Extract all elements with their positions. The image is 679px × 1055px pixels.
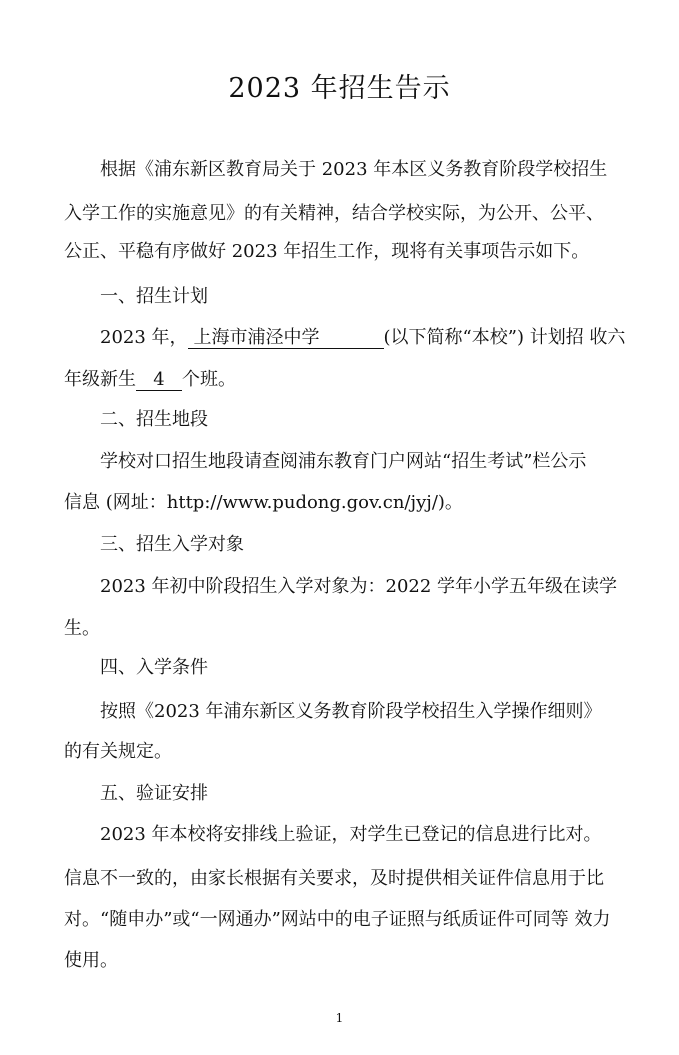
section-4-heading: 四、入学条件	[100, 657, 208, 678]
enrollment-plan-line-1	[100, 326, 625, 350]
section-3-heading: 三、招生入学对象	[100, 534, 244, 555]
section-2-heading: 二、招生地段	[100, 409, 208, 430]
section-4-line-2: 的有关规定。	[64, 741, 172, 762]
class-unit-text: 个班。	[182, 369, 236, 390]
section-5-line-2: 信息不一致的，由家长根据有关要求，及时提供相关证件信息用于比	[64, 868, 604, 889]
section-3-line-2: 生。	[64, 618, 100, 639]
section-2-line-1: 学校对口招生地段请查阅浦东教育门户网站“招生考试”栏公示	[100, 451, 587, 472]
new-students-text: 年级新生	[64, 369, 136, 390]
intro-line-2: 入学工作的实施意见》的有关精神，结合学校实际，为公开、公平、	[64, 203, 604, 224]
school-name-field: 上海市浦泾中学	[188, 328, 384, 349]
enrollment-plan-line-2	[64, 368, 236, 392]
section-5-heading: 五、验证安排	[100, 783, 208, 804]
document-title: 2023 年招生告示	[228, 73, 451, 104]
section-5-line-4: 使用。	[64, 950, 118, 971]
section-5-line-1: 2023 年本校将安排线上验证，对学生已登记的信息进行比对。	[100, 824, 602, 845]
section-1-heading: 一、招生计划	[100, 286, 208, 307]
section-3-line-1: 2023 年初中阶段招生入学对象为：2022 学年小学五年级在读学	[100, 576, 618, 597]
intro-line-1: 根据《浦东新区教育局关于 2023 年本区义务教育阶段学校招生	[100, 159, 608, 180]
enrollment-year-text: 2023 年，	[100, 327, 188, 348]
class-count-field: 4	[136, 370, 182, 391]
section-5-line-3: 对。“随申办”或“一网通办”网站中的电子证照与纸质证件可同等 效力	[64, 909, 611, 930]
section-2-line-2: 信息 (网址：http://www.pudong.gov.cn/jyj/)。	[64, 492, 463, 513]
page-number: 1	[335, 1011, 344, 1025]
intro-line-3: 公正、平稳有序做好 2023 年招生工作，现将有关事项告示如下。	[64, 241, 590, 262]
enrollment-plan-text: (以下简称“本校”) 计划招 收六	[383, 327, 626, 348]
section-4-line-1: 按照《2023 年浦东新区义务教育阶段学校招生入学操作细则》	[100, 701, 602, 722]
